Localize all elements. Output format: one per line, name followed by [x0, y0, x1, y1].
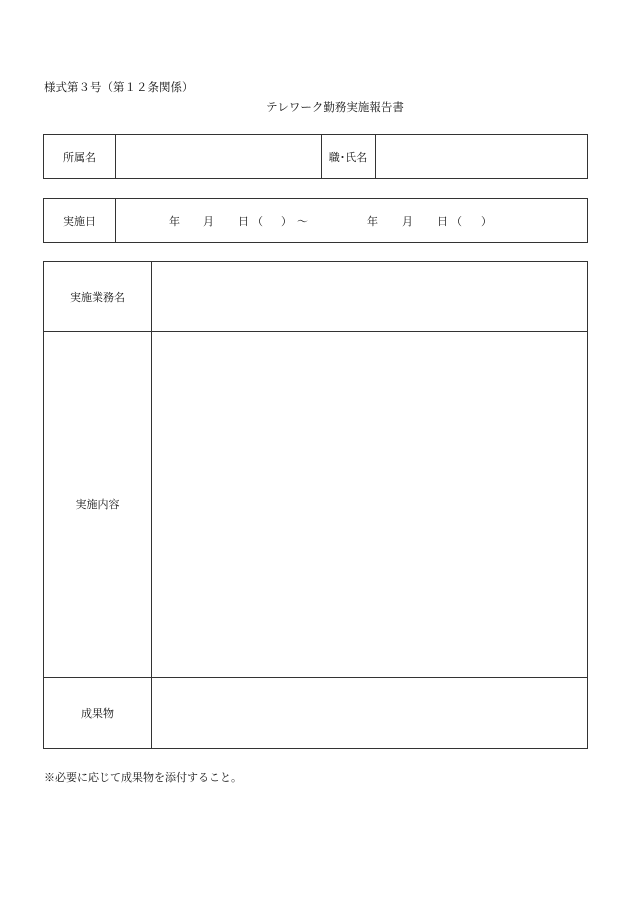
deliverables-field[interactable] — [152, 678, 587, 749]
start-month-label: 月 — [203, 214, 214, 228]
start-day-label: 日 — [238, 214, 249, 228]
form-number: 様式第３号（第１２条関係） — [44, 80, 194, 94]
document-title: テレワーク勤務実施報告書 — [266, 100, 404, 114]
date-label: 実施日 — [63, 214, 96, 228]
end-month-label: 月 — [402, 214, 413, 228]
content-label: 実施内容 — [75, 498, 120, 511]
position-name-field[interactable] — [376, 135, 587, 178]
start-weekday-open: （ — [252, 214, 263, 228]
position-name-label: 職･氏名 — [328, 150, 368, 164]
affiliation-table — [43, 134, 588, 179]
end-year-label: 年 — [367, 214, 378, 228]
date-table — [43, 198, 588, 243]
deliverables-label: 成果物 — [81, 707, 114, 720]
content-field[interactable] — [152, 332, 587, 677]
end-day-label: 日 — [437, 214, 448, 228]
footnote: ※必要に応じて成果物を添付すること。 — [44, 771, 242, 784]
end-weekday-close: ） — [481, 214, 492, 228]
divider — [115, 199, 116, 242]
start-year-label: 年 — [169, 214, 180, 228]
start-weekday-close: ） — [281, 214, 292, 228]
end-weekday-open: （ — [451, 214, 462, 228]
work-name-label: 実施業務名 — [70, 290, 125, 304]
work-name-field[interactable] — [152, 262, 587, 331]
details-table — [43, 261, 588, 749]
affiliation-label: 所属名 — [63, 150, 96, 164]
date-range-separator: ～ — [297, 214, 308, 228]
